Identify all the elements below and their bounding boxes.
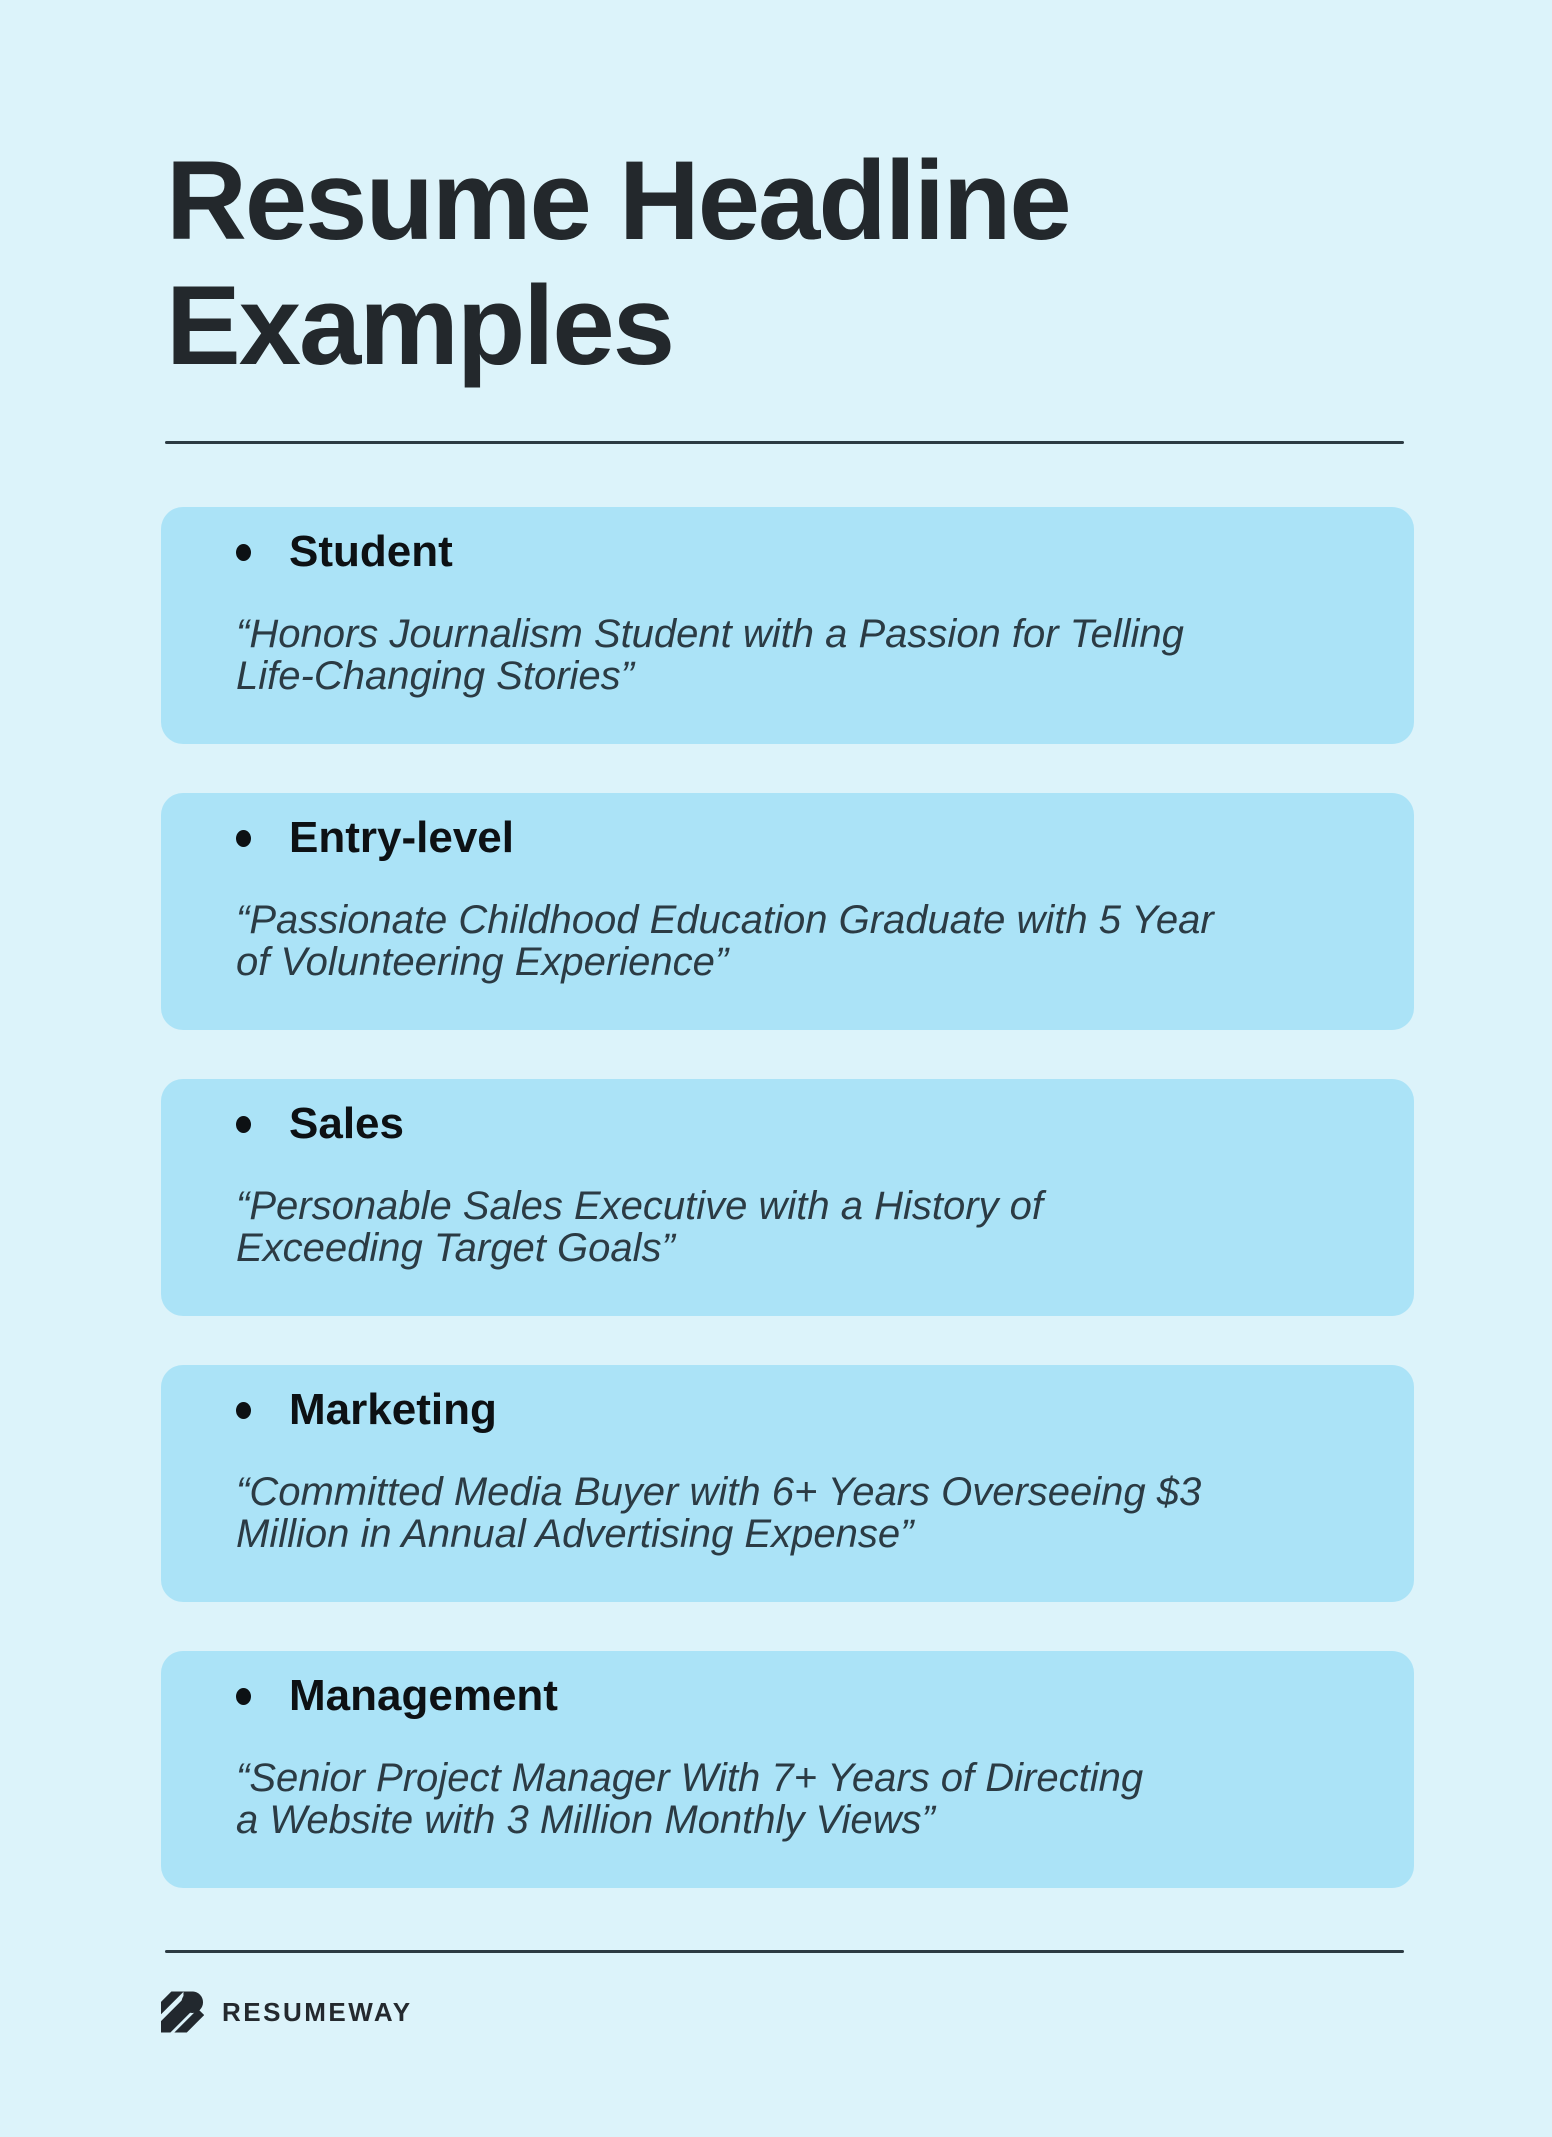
bullet-dot-icon — [236, 1688, 251, 1705]
card-category-label: Sales — [289, 1099, 404, 1148]
quote-line-1: “Passionate Childhood Education Graduate with 5 Year — [236, 898, 1214, 942]
bottom-divider — [165, 1950, 1404, 1953]
quote-line-2: of Volunteering Experience” — [236, 940, 729, 985]
headline-card-student — [161, 507, 1414, 744]
headline-card-marketing — [161, 1365, 1414, 1602]
quote-line-1: “Honors Journalism Student with a Passion for Telling — [236, 612, 1184, 656]
headline-card-management — [161, 1651, 1414, 1888]
headline-quote — [236, 899, 1364, 984]
quote-line-1: “Personable Sales Executive with a History of — [236, 1184, 1044, 1228]
headline-quote — [236, 1185, 1364, 1270]
quote-line-2: a Website with 3 Million Monthly Views” — [236, 1798, 935, 1843]
resumeway-logo-icon — [161, 1991, 204, 2033]
brand-wordmark: RESUMEWAY — [222, 1996, 413, 2027]
headline-card-sales — [161, 1079, 1414, 1316]
bullet-dot-icon — [236, 1402, 251, 1419]
quote-line-2: Life-Changing Stories” — [236, 654, 634, 699]
page-title — [166, 138, 1070, 389]
headline-card-list — [161, 507, 1414, 1888]
card-category-label: Entry-level — [289, 813, 514, 862]
headline-quote — [236, 1757, 1364, 1842]
page-title-line-2: Examples — [166, 263, 673, 389]
quote-line-1: “Senior Project Manager With 7+ Years of Directing — [236, 1756, 1144, 1800]
quote-line-1: “Committed Media Buyer with 6+ Years Overseeing $3 — [236, 1470, 1202, 1514]
card-heading — [236, 1669, 1364, 1723]
bullet-dot-icon — [236, 830, 251, 847]
card-heading — [236, 811, 1364, 865]
card-heading — [236, 525, 1364, 579]
card-heading — [236, 1097, 1364, 1151]
headline-card-entry-level — [161, 793, 1414, 1030]
card-category-label: Management — [289, 1671, 558, 1720]
card-heading — [236, 1383, 1364, 1437]
page-title-line-1: Resume Headline — [166, 138, 1070, 263]
headline-quote — [236, 1471, 1364, 1556]
bullet-dot-icon — [236, 544, 251, 561]
card-category-label: Marketing — [289, 1385, 497, 1434]
card-category-label: Student — [289, 527, 453, 576]
headline-quote — [236, 613, 1364, 698]
bullet-dot-icon — [236, 1116, 251, 1133]
top-divider — [165, 441, 1404, 444]
quote-line-2: Exceeding Target Goals” — [236, 1226, 675, 1271]
quote-line-2: Million in Annual Advertising Expense” — [236, 1512, 914, 1557]
footer-brand — [161, 1991, 413, 2033]
